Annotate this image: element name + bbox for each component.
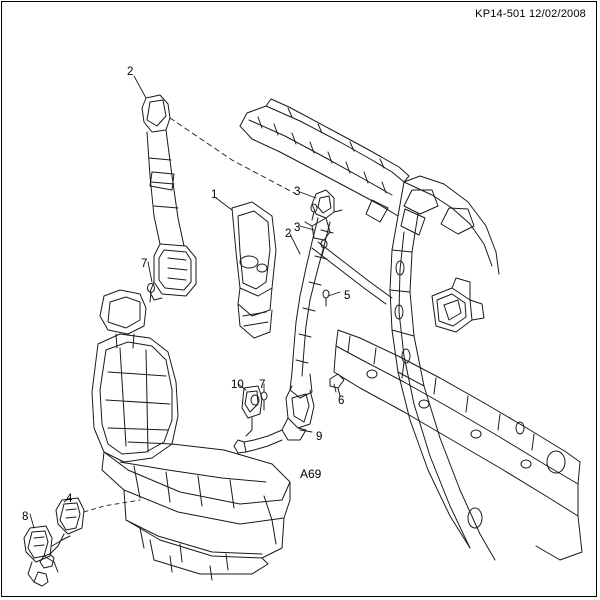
drawing-code: KP14-501 12/02/2008 — [475, 8, 586, 20]
callout-6: 6 — [338, 395, 345, 407]
callout-3-upper: 3 — [294, 186, 301, 198]
vehicle-seat — [92, 290, 290, 580]
callout-8: 8 — [22, 511, 29, 523]
callout-2-center: 2 — [285, 228, 292, 240]
callout-9: 9 — [316, 431, 323, 443]
callout-10: 10 — [231, 379, 244, 391]
callout-7-upper: 7 — [141, 258, 148, 270]
group-label-a69: A69 — [300, 467, 322, 481]
callout-3-lower: 3 — [294, 222, 301, 234]
callout-4: 4 — [66, 493, 73, 505]
buckle-parts — [24, 498, 84, 586]
body-pillar-structure — [240, 99, 582, 560]
leader-lines — [30, 76, 340, 528]
callout-2-upper: 2 — [127, 66, 134, 78]
callout-1: 1 — [211, 189, 218, 201]
callout-5: 5 — [344, 290, 351, 302]
callout-7-lower: 7 — [259, 379, 266, 391]
